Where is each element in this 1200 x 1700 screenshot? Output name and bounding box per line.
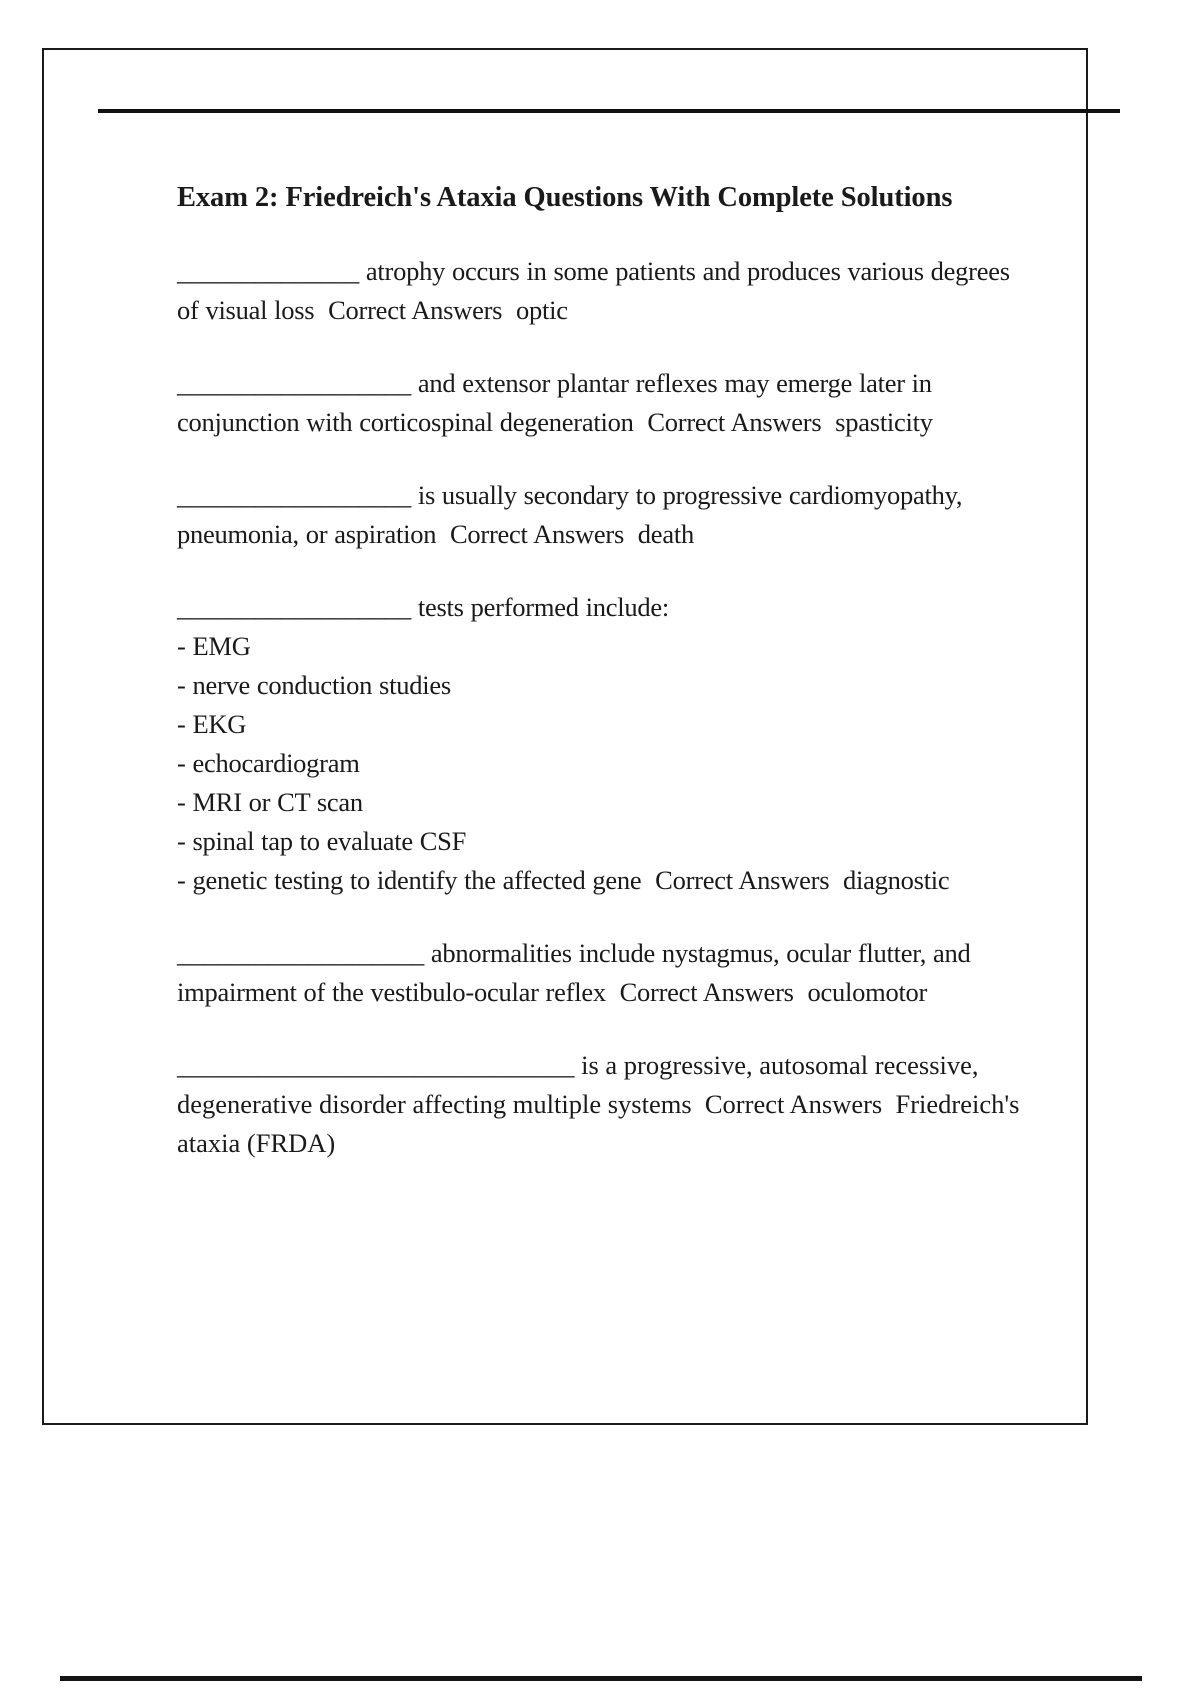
qa-lead-diagnostic: tests performed include:: [411, 592, 669, 623]
qa-block-frda: [177, 1046, 1037, 1163]
answer-blank-death: __________________: [177, 480, 411, 511]
list-item: - EMG: [177, 631, 251, 662]
page-title: Exam 2: Friedreich's Ataxia Questions With Complete Solutions: [177, 182, 953, 213]
qa-block-oculomotor: [177, 934, 1037, 1012]
next-page-separator-rule: [60, 1676, 1142, 1681]
qa-block-death: [177, 476, 1037, 554]
qa-text-death: is usually secondary to progressive cardiomyopathy, pneumonia, or aspiration Correct Answers death: [177, 480, 970, 550]
list-item: - EKG: [177, 709, 247, 740]
list-item: - MRI or CT scan: [177, 786, 363, 817]
list-item: - spinal tap to evaluate CSF: [177, 825, 467, 856]
answer-blank-diagnostic: __________________: [177, 592, 411, 623]
qa-block-spasticity: [177, 364, 1037, 442]
list-item: - genetic testing to identify the affected gene Correct Answers diagnostic: [177, 864, 950, 895]
answer-blank-spasticity: __________________: [177, 368, 411, 399]
answer-blank-oculomotor: ___________________: [177, 937, 424, 968]
answer-blank-optic: ______________: [177, 256, 359, 287]
qa-block-optic: [177, 252, 1037, 330]
qa-text-optic: atrophy occurs in some patients and produces various degrees of visual loss Correct Answers optic: [177, 256, 1017, 326]
qa-text-oculomotor: abnormalities include nystagmus, ocular flutter, and impairment of the vestibulo-ocular reflex Correct Answers oculomotor: [177, 937, 978, 1007]
page-top-rule: [98, 109, 1120, 113]
qa-block-diagnostic: [177, 588, 1037, 900]
answer-blank-frda: ______________________________: [177, 1049, 575, 1080]
qa-text-spasticity: and extensor plantar reflexes may emerge later in conjunction with corticospinal degeneration Correct Answers spasticity: [177, 368, 939, 438]
document-page: [42, 48, 1088, 1425]
document-content: [177, 178, 1037, 1163]
list-item: - echocardiogram: [177, 748, 360, 778]
list-item: - nerve conduction studies: [177, 670, 451, 701]
qa-text-frda: is a progressive, autosomal recessive, degenerative disorder affecting multiple systems Correct Answers Friedreich's ataxia (FRDA): [177, 1049, 1027, 1158]
